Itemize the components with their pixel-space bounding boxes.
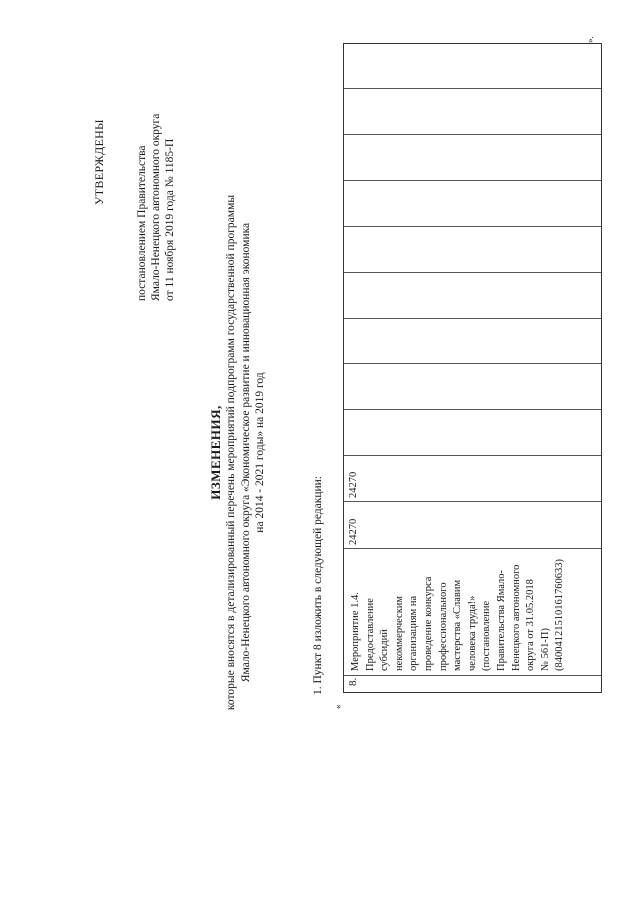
description-line: проведение конкурса <box>422 576 434 671</box>
table-column-divider <box>344 134 601 135</box>
description-line: округа от 31.05.2018 <box>525 579 537 671</box>
document-title: ИЗМЕНЕНИЯ, <box>208 405 223 500</box>
decree-line: от 11 ноября 2019 года № 1185-П <box>164 138 176 301</box>
description-line: организациям на <box>408 595 420 671</box>
description-line: мастерства «Славим <box>452 579 464 671</box>
description-line: некоммерческим <box>393 595 405 671</box>
decree-line: постановлением Правительства <box>136 145 148 301</box>
subtitle-line: Ямало-Ненецкого автономного округа «Экономическое развитие и инновационная экономика <box>239 222 252 683</box>
table-column-divider <box>344 88 601 89</box>
activities-table <box>343 43 602 693</box>
document-subtitle <box>224 0 268 905</box>
table-column-divider <box>344 318 601 319</box>
table-column-divider <box>344 272 601 273</box>
table-column-divider <box>344 363 601 364</box>
description-line: Ненецкого автономного <box>510 564 522 671</box>
description-line: (постановление <box>481 600 493 671</box>
description-line: человека труда!» <box>466 595 478 671</box>
description-line: Предоставление <box>364 598 376 671</box>
table-column-divider <box>344 409 601 410</box>
approval-decree <box>135 41 177 301</box>
description-line: Правительства Ямало- <box>495 569 507 671</box>
amendment-paragraph: 1. Пункт 8 изложить в следующей редакции: <box>312 476 324 695</box>
row-description <box>349 446 568 671</box>
decree-line: Ямало-Ненецкого автономного округа <box>150 113 162 301</box>
description-line: профессионального <box>437 582 449 671</box>
subtitle-line: которые вносятся в детализированный перечень мероприятий подпрограмм государственной программы <box>225 194 237 711</box>
table-column-divider <box>344 180 601 181</box>
description-line: № 561-П) <box>539 628 551 671</box>
row-number: 8. <box>347 677 359 686</box>
table-column-divider <box>344 675 601 676</box>
description-line: субсидий <box>379 629 391 671</box>
value-district-budget: 24270 <box>348 471 359 498</box>
close-quote-mark: ». <box>585 36 595 43</box>
open-quote-mark: « <box>333 704 343 709</box>
description-line: (84004121510161760633) <box>554 559 566 671</box>
table-column-divider <box>344 226 601 227</box>
value-total: 24270 <box>348 518 359 545</box>
description-line: Мероприятие 1.4. <box>350 592 361 671</box>
subtitle-line: на 2014 - 2021 годы» на 2019 год <box>254 372 266 533</box>
approval-heading: УТВЕРЖДЕНЫ <box>92 119 106 205</box>
